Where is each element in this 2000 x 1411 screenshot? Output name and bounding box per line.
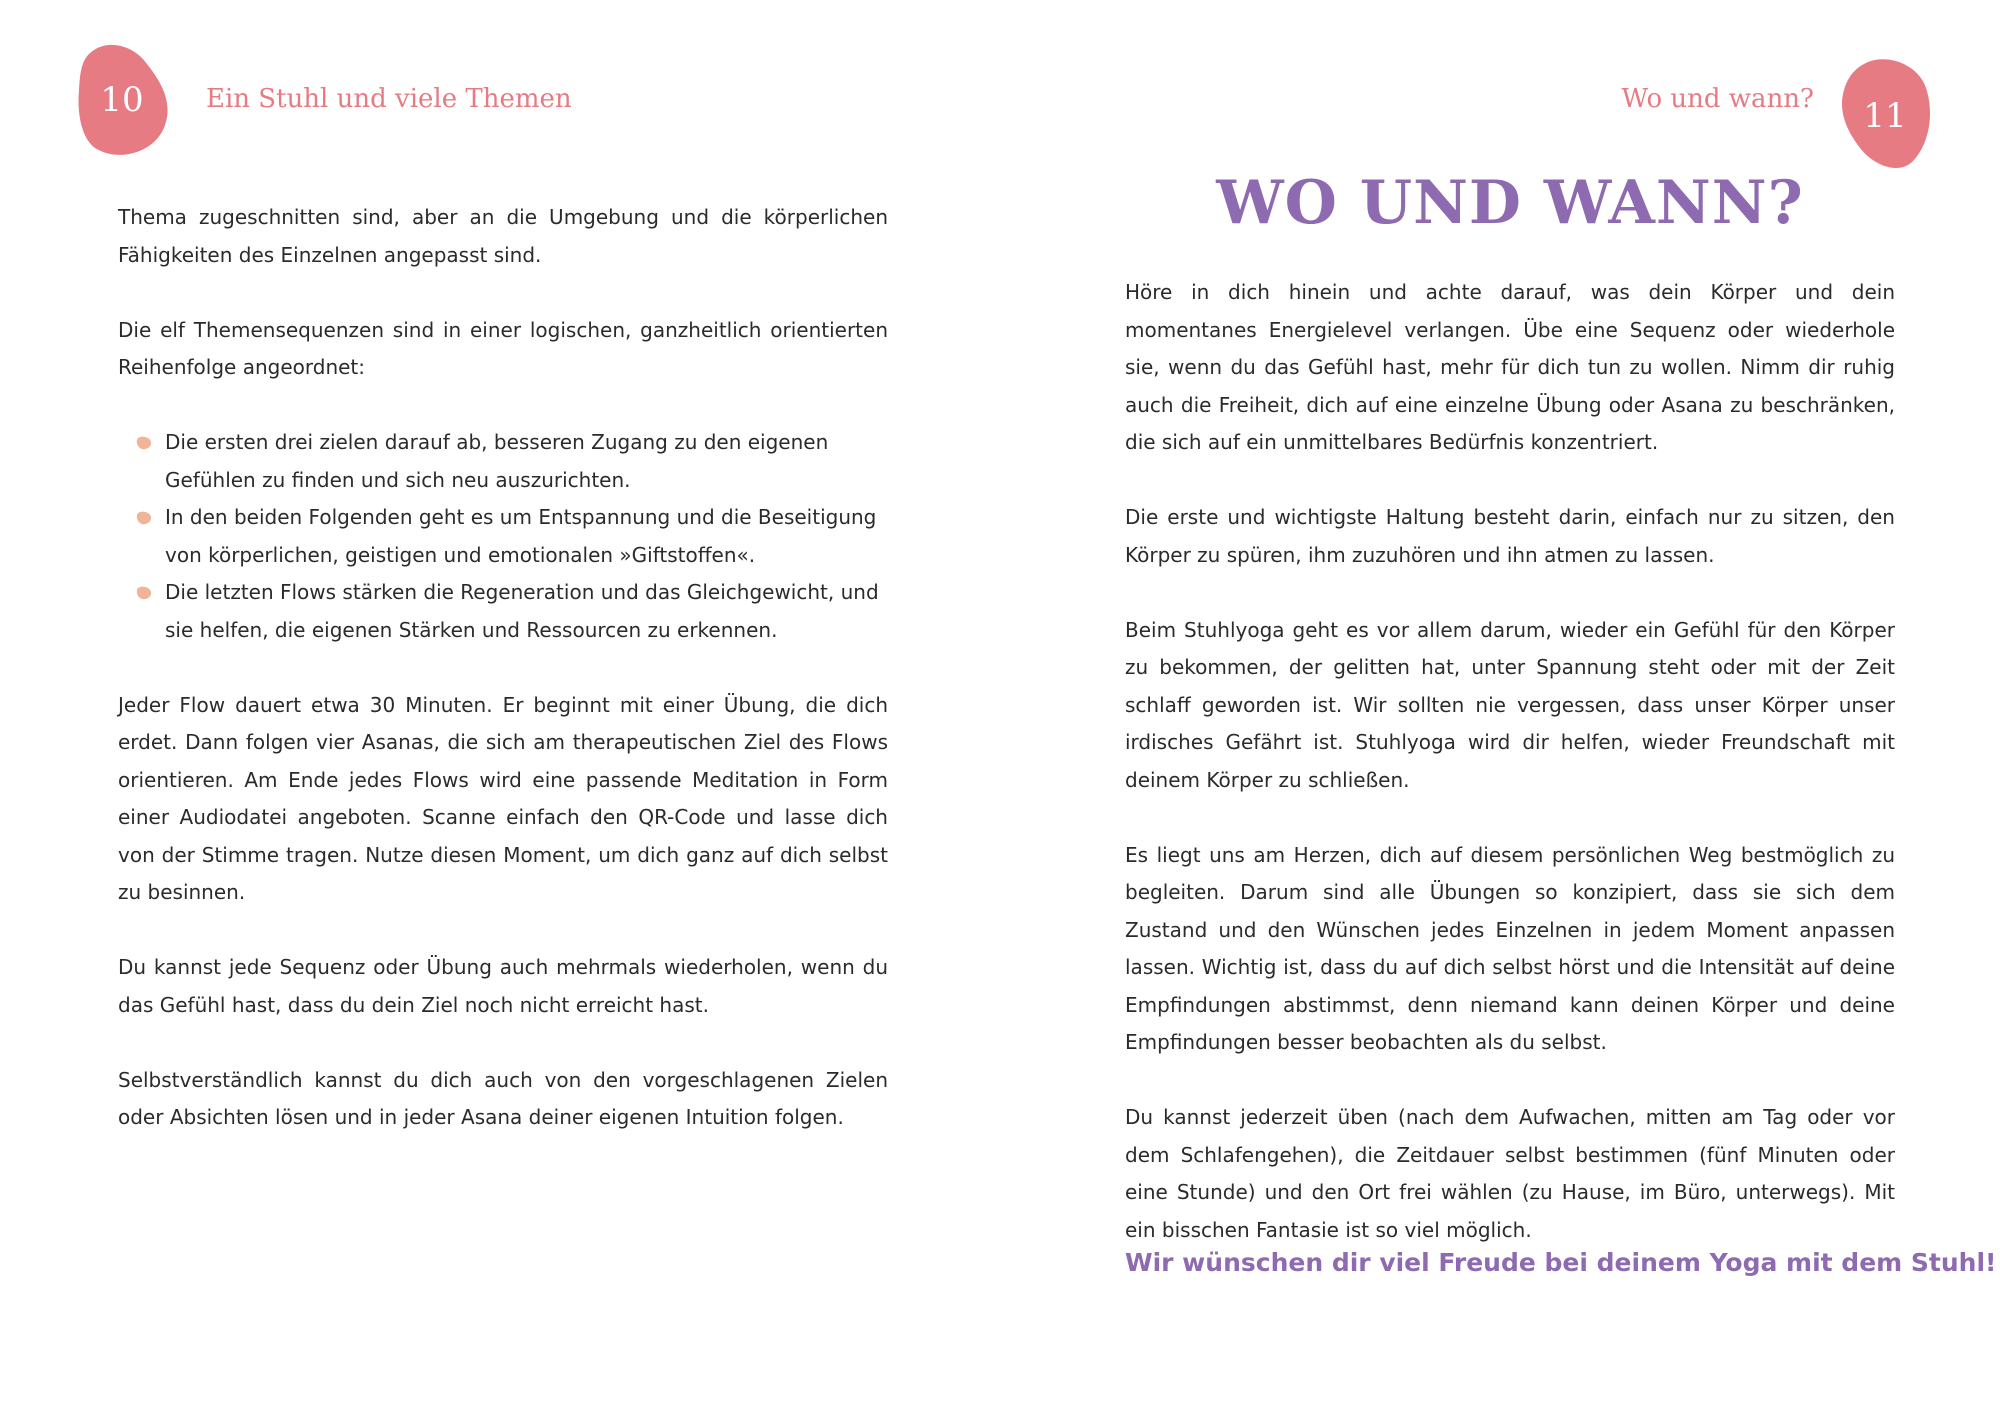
bullet-blob-icon (136, 511, 152, 525)
page-number: 10 (100, 80, 144, 120)
running-head: Wo und wann? (1621, 84, 1814, 114)
paragraph: Die elf Themensequenzen sind in einer logischen, ganzheitlich orientierten Reihenfolge angeordnet: (118, 317, 888, 379)
list-item-text: Die ersten drei zielen darauf ab, besseren Zugang zu den eigenen Gefühlen zu finden und sich neu auszurichten. (165, 430, 829, 492)
right-text-column (1125, 274, 1997, 1287)
paragraph: Selbstverständlich kannst du dich auch von den vorgeschlagenen Zielen oder Absichten lösen und in jeder Asana deiner eigenen Intuition folgen. (118, 1067, 888, 1129)
list-item (118, 499, 888, 574)
theme-sequence-list (118, 424, 888, 649)
bullet-blob-icon (136, 586, 152, 600)
paragraph: Beim Stuhlyoga geht es vor allem darum, wieder ein Gefühl für den Körper zu bekommen, der gelitten hat, unter Spannung steht oder mit der Zeit schlaff geworden ist. Wir sollten nie vergessen, dass unser Körper unser irdisches Gefährt ist. Stuhlyoga wird dir helfen, wieder Freundschaft mit deinem Körper zu schließen. (1125, 617, 1895, 792)
list-item-text: In den beiden Folgenden geht es um Entspannung und die Beseitigung von körperlichen, geistigen und emotionalen »Giftstoffen«. (165, 505, 877, 567)
right-page (1000, 0, 2000, 1411)
left-text-column (118, 199, 888, 1174)
list-item-text: Die letzten Flows stärken die Regeneration und das Gleichgewicht, und sie helfen, die eigenen Stärken und Ressourcen zu erkennen. (165, 580, 879, 642)
paragraph: Die erste und wichtigste Haltung besteht darin, einfach nur zu sitzen, den Körper zu spüren, ihm zuzuhören und ihn atmen zu lassen. (1125, 505, 1895, 567)
page-number-badge (1838, 58, 1932, 174)
list-item (118, 574, 888, 649)
page-title: WO UND WANN? (1216, 168, 1804, 238)
page-number: 11 (1863, 96, 1907, 136)
list-item (118, 424, 888, 499)
bullet-blob-icon (136, 436, 152, 450)
paragraph: Du kannst jede Sequenz oder Übung auch mehrmals wiederholen, wenn du das Gefühl hast, dass du dein Ziel noch nicht erreicht hast. (118, 955, 888, 1017)
running-head: Ein Stuhl und viele Themen (206, 84, 572, 114)
page-number-badge (75, 42, 169, 158)
paragraph: Thema zugeschnitten sind, aber an die Umgebung und die körperlichen Fähigkeiten des Einzelnen angepasst sind. (118, 205, 888, 267)
closing-line: Wir wünschen dir viel Freude bei deinem Yoga mit dem Stuhl! (1125, 1248, 1997, 1277)
paragraph: Jeder Flow dauert etwa 30 Minuten. Er beginnt mit einer Übung, die dich erdet. Dann folgen vier Asanas, die sich am therapeutischen Ziel des Flows orientieren. Am Ende jedes Flows wird eine passende Meditation in Form einer Audiodatei angeboten. Scanne einfach den QR-Code und lasse dich von der Stimme tragen. Nutze diesen Moment, um dich ganz auf dich selbst zu besinnen. (118, 692, 888, 904)
paragraph: Es liegt uns am Herzen, dich auf diesem persönlichen Weg bestmöglich zu begleiten. Darum sind alle Übungen so konzipiert, dass sie sich dem Zustand und den Wünschen jedes Einzelnen in jedem Moment anpassen lassen. Wichtig ist, dass du auf dich selbst hörst und die Intensität auf deine Empfindungen abstimmst, denn niemand kann deinen Körper und deine Empfindungen besser beobachten als du selbst. (1125, 842, 1895, 1054)
paragraph: Du kannst jederzeit üben (nach dem Aufwachen, mitten am Tag oder vor dem Schlafengehen), die Zeitdauer selbst bestimmen (fünf Minuten oder eine Stunde) und den Ort frei wählen (zu Hause, im Büro, unterwegs). Mit ein bisschen Fantasie ist so viel möglich. (1125, 1105, 1895, 1242)
paragraph: Höre in dich hinein und achte darauf, was dein Körper und dein momentanes Energielevel verlangen. Übe eine Sequenz oder wiederhole sie, wenn du das Gefühl hast, mehr für dich tun zu wollen. Nimm dir ruhig auch die Freiheit, dich auf eine einzelne Übung oder Asana zu beschränken, die sich auf ein unmittelbares Bedürfnis konzentriert. (1125, 280, 1895, 454)
